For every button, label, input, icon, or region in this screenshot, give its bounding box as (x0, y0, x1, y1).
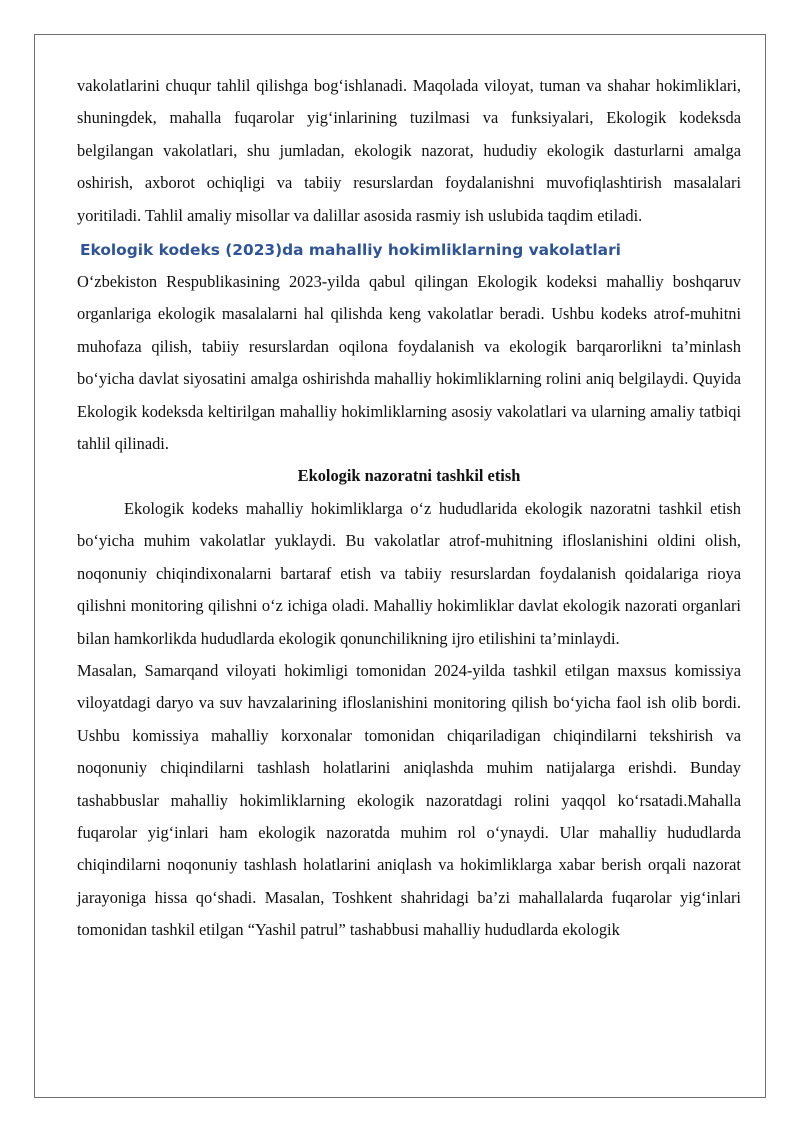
paragraph-examples: Masalan, Samarqand viloyati hokimligi tomonidan 2024-yilda tashkil etilgan maxsus komissiya viloyatdagi daryo va suv havzalarining ifloslanishini monitoring qilish bo‘yicha faol ish olib bordi. Ushbu komissiya mahalliy korxonalar tomonidan chiqariladigan chiqindilarni tekshirish va noqonuniy chiqindilarni tashlash holatlarini aniqlashda muhim natijalarga erishdi. Bunday tashabbuslar mahalliy hokimliklarning ekologik nazoratdagi rolini yaqqol ko‘rsatadi.Mahalla fuqarolar yig‘inlari ham ekologik nazoratda muhim rol o‘ynaydi. Ular mahalliy hududlarda chiqindilarni noqonuniy tashlash holatlarini aniqlash va hokimliklarga xabar berish orqali nazorat jarayoniga hissa qo‘shadi. Masalan, Toshkent shahridagi ba’zi mahallalarda fuqarolar yig‘inlari tomonidan tashkil etilgan “Yashil patrul” tashabbusi mahalliy hududlarda ekologik (77, 660, 741, 940)
document-body (77, 70, 741, 947)
paragraph-ecological-control: Ekologik kodeks mahalliy hokimliklarga o‘z hududlarida ekologik nazoratni tashkil etish bo‘yicha muhim vakolatlar yuklaydi. Bu vakolatlar atrof-muhitning ifloslanishini oldini olish, noqonuniy chiqindixonalarni bartaraf etish va tabiiy resurslardan foydalanish qoidalariga rioya qilishni monitoring qilishni o‘z ichiga oladi. Mahalliy hokimliklar davlat ekologik nazorati organlari bilan hamkorlikda hududlarda ekologik qonunchilikning ijro etilishini ta’minlaydi. (77, 498, 741, 648)
sub-heading: Ekologik nazoratni tashkil etish (297, 466, 521, 486)
paragraph-intro-continuation: vakolatlarini chuqur tahlil qilishga bog‘ishlanadi. Maqolada viloyat, tuman va shahar hokimliklari, shuningdek, mahalla fuqarolar yig‘inlarining tuzilmasi va funksiyalari, Ekologik kodeksda belgilangan vakolatlari, shu jumladan, ekologik nazorat, hududiy ekologik dasturlarni amalga oshirish, axborot ochiqligi va tabiiy resurslardan foydalanishni muvofiqlashtirish masalalari yoritiladi. Tahlil amaliy misollar va dalillar asosida rasmiy ish uslubida taqdim etiladi. (77, 76, 741, 225)
section-heading: Ekologik kodeks (2023)da mahalliy hokimliklarning vakolatlari (80, 241, 621, 260)
paragraph-ecological-code-overview: O‘zbekiston Respublikasining 2023-yilda qabul qilingan Ekologik kodeksi mahalliy boshqaruv organlariga ekologik masalalarni hal qilishda keng vakolatlar beradi. Ushbu kodeks atrof-muhitni muhofaza qilish, tabiiy resurslardan oqilona foydalanish va ekologik barqarorlikni ta’minlash bo‘yicha davlat siyosatini amalga oshirishda mahalliy hokimliklarning rolini aniq belgilaydi. Quyida Ekologik kodeksda keltirilgan mahalliy hokimliklarning asosiy vakolatlari va ularning amaliy tatbiqi tahlil qilinadi. (77, 272, 741, 454)
